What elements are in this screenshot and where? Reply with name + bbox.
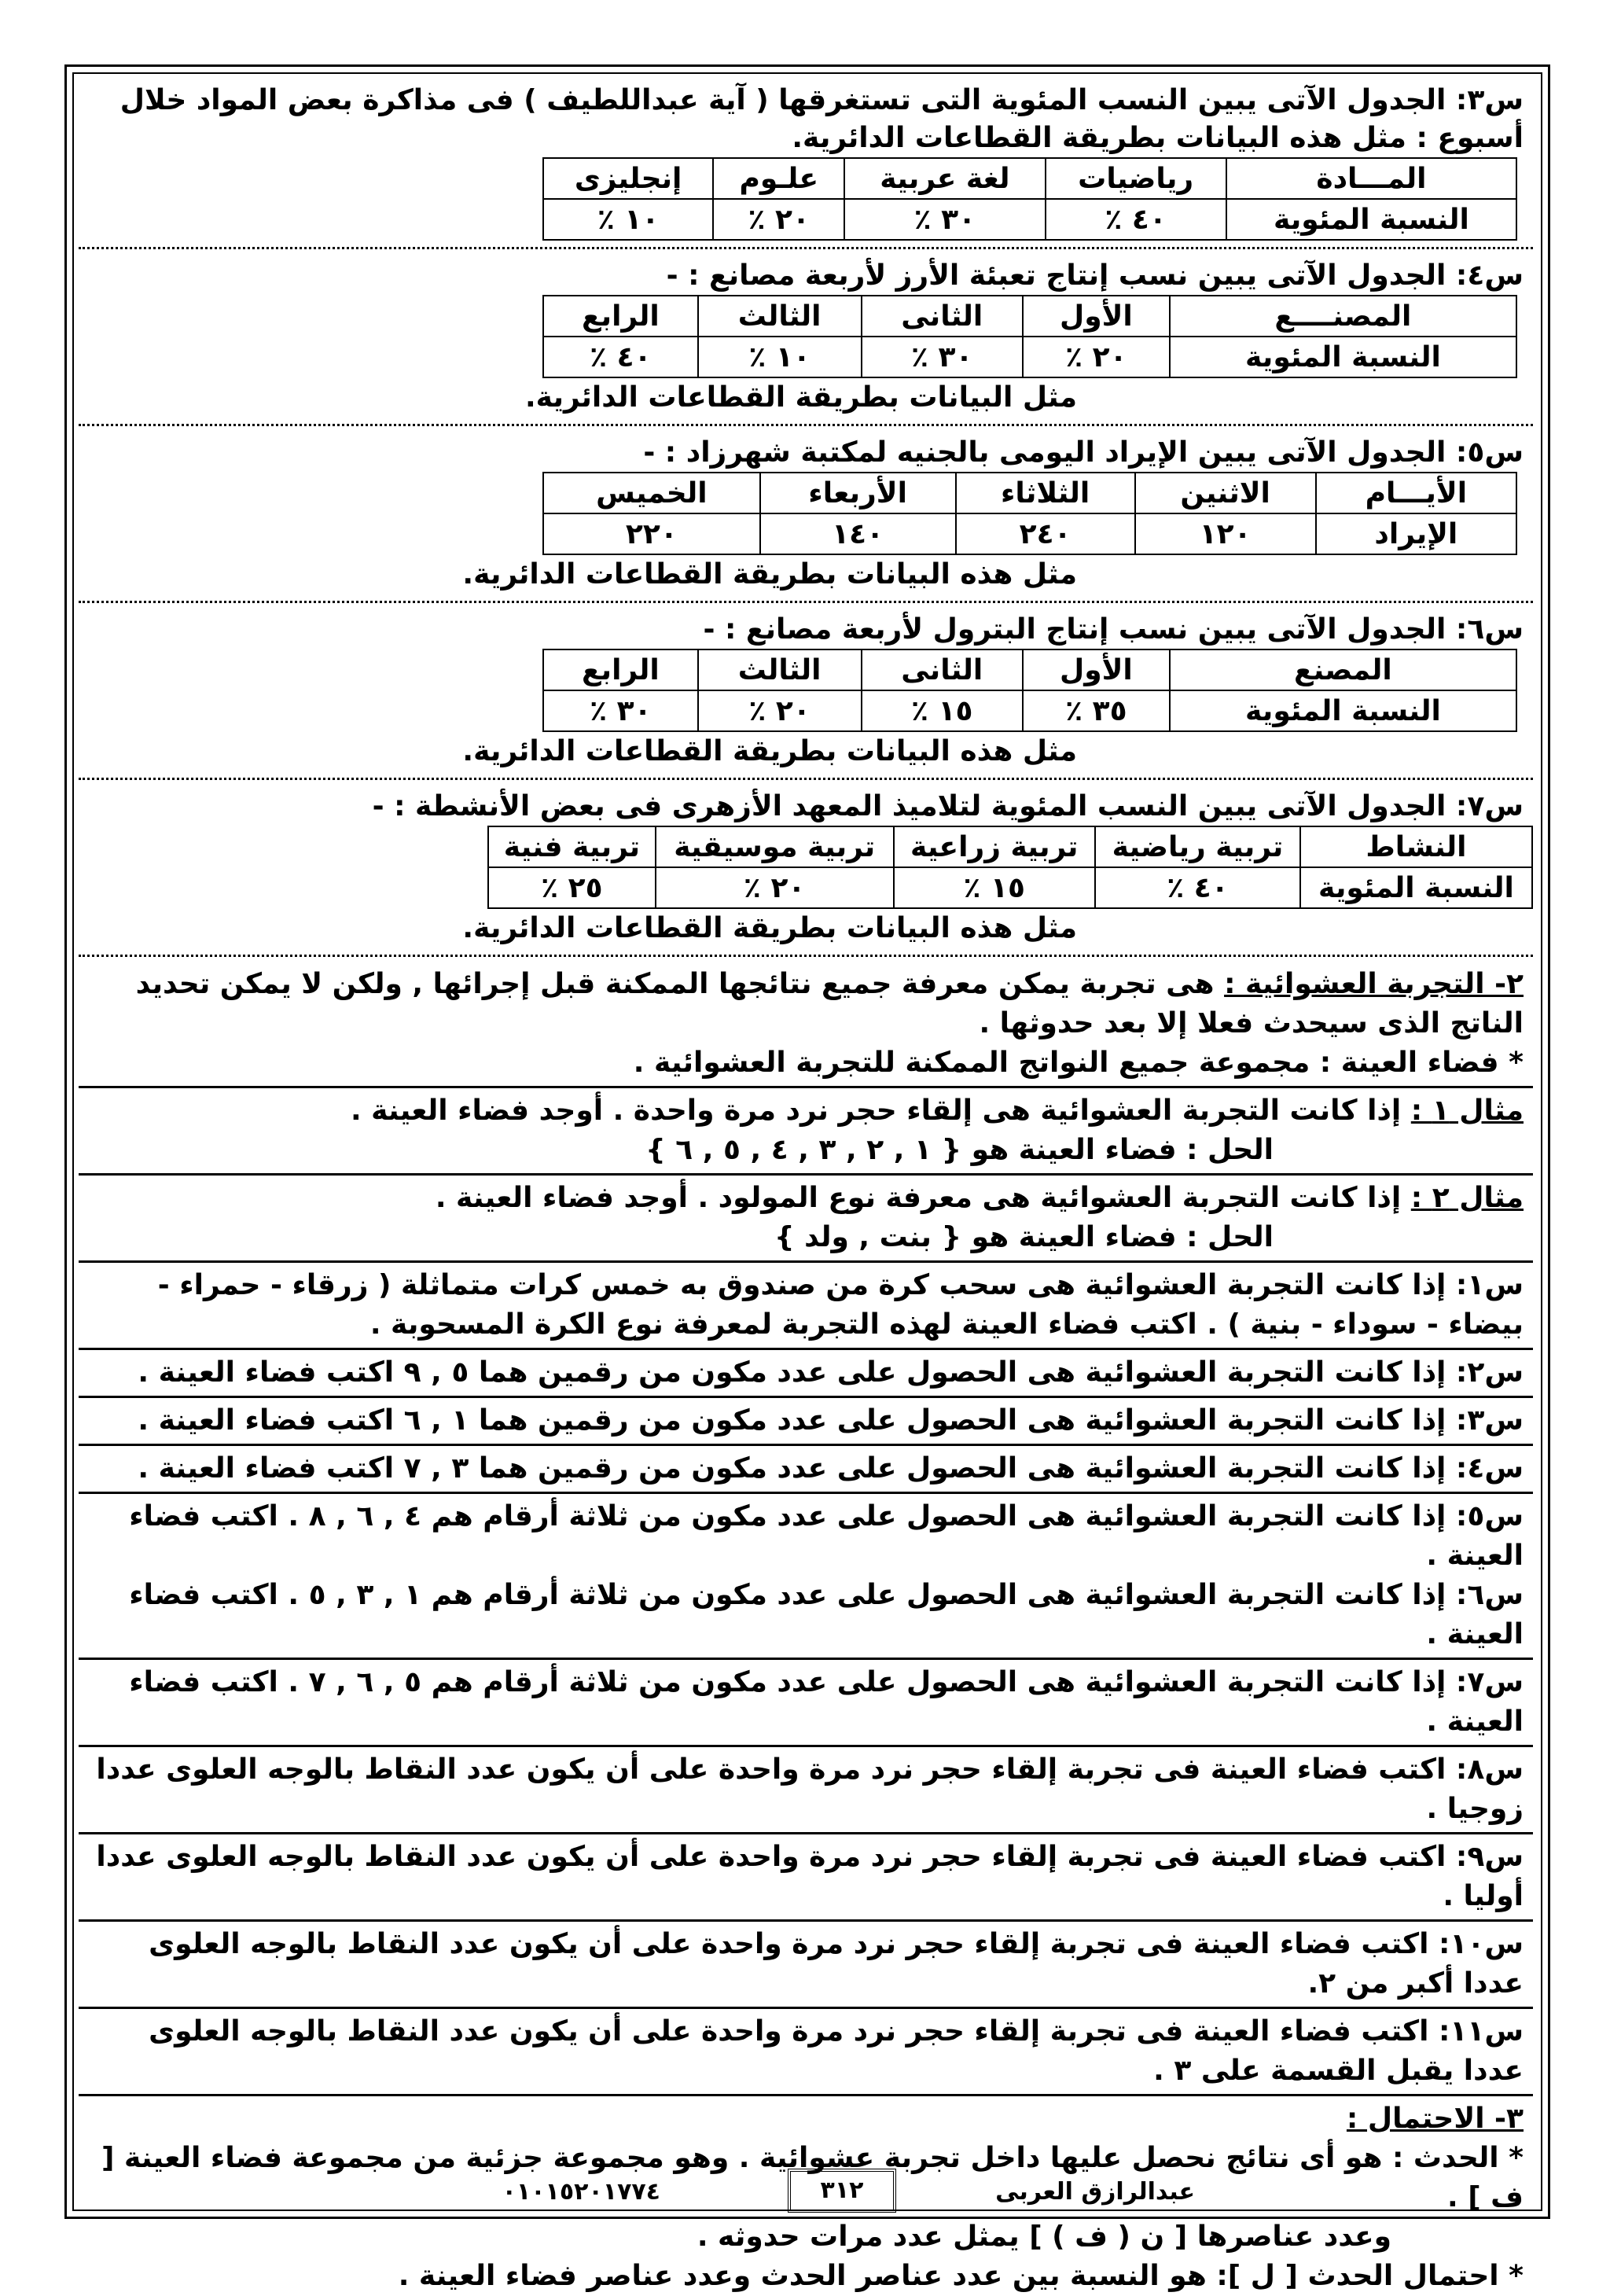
table-cell: تربية رياضية <box>1095 826 1300 867</box>
table-cell: ٤٠ ٪ <box>1046 199 1226 240</box>
dotted-divider <box>79 778 1533 780</box>
table-header-row <box>543 158 1516 199</box>
section3-title <box>79 2099 1533 2139</box>
q7-text: س٧: الجدول الآتى يبين النسب المئوية لتلاميذ المعهد الأزهرى فى بعض الأنشطة : - <box>372 790 1524 822</box>
table-cell: رياضيات <box>1046 158 1226 199</box>
table-cell: ١٥ ٪ <box>862 690 1023 731</box>
example-1-label: مثال ١ : <box>1410 1095 1524 1127</box>
table-cell: ٢٠ ٪ <box>656 867 894 908</box>
exercise-item: س٤: إذا كانت التجربة العشوائية هى الحصول على عدد مكون من رقمين هما ٣ , ٧ اكتب فضاء العينة . <box>138 1452 1524 1485</box>
section3-title-text: ٣- الاحتمال : <box>1346 2103 1524 2135</box>
table-cell: النشاط <box>1300 826 1532 867</box>
example-1 <box>79 1091 1533 1131</box>
divider <box>79 1444 1533 1446</box>
example-1-solution: الحل : فضاء العينة هو { ١ , ٢ , ٣ , ٤ , ٥ , ٦ } <box>645 1134 1274 1166</box>
table-cell: الثالث <box>698 649 862 690</box>
table-cell: المـــادة <box>1226 158 1516 199</box>
table-cell: النسبة المئوية <box>1170 690 1516 731</box>
table-header-row <box>543 473 1516 513</box>
exercise-item: س١: إذا كانت التجربة العشوائية هى سحب كرة من صندوق به خمس كرات متماثلة ( زرقاء - حمراء - بيضاء - سوداء - بنية ) . اكتب فضاء العينة لهذه التجربة لمعرفة نوع الكرة المسحوبة . <box>157 1269 1524 1341</box>
table-header-row <box>488 826 1532 867</box>
exercise-item: س٥: إذا كانت التجربة العشوائية هى الحصول على عدد مكون من ثلاثة أرقام هم ٤ , ٦ , ٨ . اكتب فضاء العينة . <box>129 1500 1524 1572</box>
table-cell: المصنع <box>1170 649 1516 690</box>
phone-number: ٠١٠١٥٢٠١٧٧٤ <box>502 2178 660 2206</box>
q7-note: مثل هذه البيانات بطريقة القطاعات الدائرية. <box>462 912 1077 944</box>
table-cell: ٣٥ ٪ <box>1023 690 1170 731</box>
divider <box>79 1919 1533 1922</box>
table-cell: ٢٤٠ <box>956 513 1135 554</box>
table-cell: الأول <box>1023 296 1170 337</box>
divider <box>79 1260 1533 1263</box>
q4-text: س٤: الجدول الآتى يبين نسب إنتاج تعبئة الأرز لأربعة مصانع : - <box>666 259 1524 292</box>
table-cell: الاثنين <box>1135 473 1316 513</box>
table-header-row <box>543 649 1516 690</box>
table-row <box>543 337 1516 377</box>
table-cell: الأول <box>1023 649 1170 690</box>
exercise-item: س٦: إذا كانت التجربة العشوائية هى الحصول على عدد مكون من ثلاثة أرقام هم ١ , ٣ , ٥ . اكتب فضاء العينة . <box>129 1579 1524 1650</box>
probability-definition: * احتمال الحدث [ ل ]: هو النسبة بين عدد عناصر الحدث وعدد عناصر فضاء العينة . <box>398 2260 1524 2292</box>
table-cell: علـوم <box>713 158 844 199</box>
exercise-item: س٣: إذا كانت التجربة العشوائية هى الحصول على عدد مكون من رقمين هما ١ , ٦ اكتب فضاء العينة . <box>138 1404 1524 1437</box>
table-cell: لغة عربية <box>844 158 1045 199</box>
divider <box>79 1396 1533 1398</box>
table-cell: النسبة المئوية <box>1300 867 1532 908</box>
table-cell: الأيـــام <box>1316 473 1516 513</box>
table-cell: تربية فنية <box>488 826 656 867</box>
section2-definition <box>79 965 1533 1043</box>
divider <box>79 1745 1533 1747</box>
table-cell: ٤٠ ٪ <box>1095 867 1300 908</box>
table-cell: الثلاثاء <box>956 473 1135 513</box>
exercise-item: س٢: إذا كانت التجربة العشوائية هى الحصول على عدد مكون من رقمين هما ٥ , ٩ اكتب فضاء العينة . <box>138 1356 1524 1389</box>
table-cell: ١٤٠ <box>760 513 956 554</box>
exercise-item: س٧: إذا كانت التجربة العشوائية هى الحصول على عدد مكون من ثلاثة أرقام هم ٥ , ٦ , ٧ . اكتب فضاء العينة . <box>129 1666 1524 1738</box>
table-cell: الثانى <box>862 649 1023 690</box>
table-cell: الثانى <box>862 296 1023 337</box>
table-cell: ٢٢٠ <box>543 513 760 554</box>
table-cell: النسبة المئوية <box>1170 337 1516 377</box>
example-2-text: إذا كانت التجربة العشوائية هى معرفة نوع المولود . أوجد فضاء العينة . <box>435 1182 1402 1214</box>
table-cell: ٢٠ ٪ <box>713 199 844 240</box>
q4-table <box>542 295 1517 378</box>
table-cell: المصنــــع <box>1170 296 1516 337</box>
section2-def-text: هى تجربة يمكن معرفة جميع نتائجها الممكنة قبل إجرائها , ولكن لا يمكن تحديد الناتج الذى سيحدث فعلا إلا بعد حدوثها . <box>135 968 1524 1039</box>
q3-table <box>542 157 1517 241</box>
exercise-item: س١١: اكتب فضاء العينة فى تجربة إلقاء حجر نرد مرة واحدة على أن يكون عدد النقاط بالوجه العلوى عددا يقبل القسمة على ٣ . <box>149 2015 1524 2087</box>
q6-note: مثل هذه البيانات بطريقة القطاعات الدائرية. <box>462 735 1077 767</box>
q7-table <box>487 826 1533 909</box>
divider <box>79 2094 1533 2096</box>
divider <box>79 1492 1533 1494</box>
dotted-divider <box>79 424 1533 426</box>
table-cell: ١٠ ٪ <box>543 199 713 240</box>
table-cell: ٤٠ ٪ <box>543 337 698 377</box>
table-cell: إنجليزى <box>543 158 713 199</box>
dotted-divider <box>79 601 1533 603</box>
divider <box>79 1832 1533 1834</box>
q5-text: س٥: الجدول الآتى يبين الإيراد اليومى بالجنيه لمكتبة شهرزاد : - <box>643 436 1524 469</box>
q5-table <box>542 472 1517 555</box>
table-row <box>543 690 1516 731</box>
table-cell: الرابع <box>543 649 698 690</box>
table-cell: ٣٠ ٪ <box>844 199 1045 240</box>
author-name: عبدالرازق العربى <box>995 2178 1195 2206</box>
section2-title: ٢- التجربة العشوائية : <box>1224 968 1524 1000</box>
table-cell: الإيراد <box>1316 513 1516 554</box>
sample-space-definition: * فضاء العينة : مجموعة جميع النواتج الممكنة للتجربة العشوائية . <box>633 1047 1524 1079</box>
exercise-item: س٨: اكتب فضاء العينة فى تجربة إلقاء حجر نرد مرة واحدة على أن يكون عدد النقاط بالوجه العلوى عددا زوجيا . <box>96 1753 1524 1825</box>
table-cell: الخميس <box>543 473 760 513</box>
table-cell: تربية موسيقية <box>656 826 894 867</box>
q3-text: س٣: الجدول الآتى يبين النسب المئوية التى تستغرقها ( آية عبداللطيف ) فى مذاكرة بعض المواد خلال أسبوع : مثل هذه البيانات بطريقة القطاعات الدائرية. <box>119 84 1524 154</box>
example-2-label: مثال ٢ : <box>1410 1182 1524 1214</box>
dotted-divider <box>79 955 1533 957</box>
divider <box>79 2007 1533 2009</box>
worksheet-content <box>79 77 1533 2296</box>
example-2-solution: الحل : فضاء العينة هو { بنت , ولد } <box>774 1221 1274 1253</box>
table-cell: تربية زراعية <box>894 826 1095 867</box>
example-2 <box>79 1179 1533 1218</box>
exercise-item: س٩: اكتب فضاء العينة فى تجربة إلقاء حجر نرد مرة واحدة على أن يكون عدد النقاط بالوجه العلوى عددا أوليا . <box>96 1841 1524 1912</box>
exercise-item: س١٠: اكتب فضاء العينة فى تجربة إلقاء حجر نرد مرة واحدة على أن يكون عدد النقاط بالوجه العلوى عددا أكبر من ٢. <box>149 1928 1524 2000</box>
table-row <box>488 867 1532 908</box>
table-row <box>543 199 1516 240</box>
page-number: ٣١٢ <box>788 2169 896 2213</box>
event-count: وعدد عناصرها [ ن ( ف ) ] يمثل عدد مرات حدوثه . <box>697 2221 1391 2253</box>
q5-note: مثل هذه البيانات بطريقة القطاعات الدائرية. <box>462 558 1077 591</box>
q6-text: س٦: الجدول الآتى يبين نسب إنتاج البترول لأربعة مصانع : - <box>703 613 1524 646</box>
divider <box>79 1348 1533 1350</box>
table-cell: النسبة المئوية <box>1226 199 1516 240</box>
table-cell: ١٥ ٪ <box>894 867 1095 908</box>
q4-note: مثل البيانات بطريقة القطاعات الدائرية. <box>524 381 1077 414</box>
page-footer <box>79 2169 1533 2216</box>
divider <box>79 1086 1533 1088</box>
event-definition: * الحدث : هو أى نتائج نحصل عليها داخل تجربة عشوائية . وهو مجموعة جزئية من مجموعة فضاء العينة [ ف ] . <box>101 2142 1524 2213</box>
table-cell: الثالث <box>698 296 862 337</box>
table-header-row <box>543 296 1516 337</box>
dotted-divider <box>79 247 1533 249</box>
example-1-text: إذا كانت التجربة العشوائية هى إلقاء حجر نرد مرة واحدة . أوجد فضاء العينة . <box>350 1095 1402 1127</box>
table-cell: الرابع <box>543 296 698 337</box>
table-cell: ٣٠ ٪ <box>543 690 698 731</box>
table-cell: الأربعاء <box>760 473 956 513</box>
table-cell: ٢٠ ٪ <box>698 690 862 731</box>
table-cell: ١٢٠ <box>1135 513 1316 554</box>
divider <box>79 1658 1533 1660</box>
table-cell: ١٠ ٪ <box>698 337 862 377</box>
table-cell: ٣٠ ٪ <box>862 337 1023 377</box>
q6-table <box>542 649 1517 732</box>
divider <box>79 1173 1533 1176</box>
table-cell: ٢٥ ٪ <box>488 867 656 908</box>
table-cell: ٢٠ ٪ <box>1023 337 1170 377</box>
table-row <box>543 513 1516 554</box>
